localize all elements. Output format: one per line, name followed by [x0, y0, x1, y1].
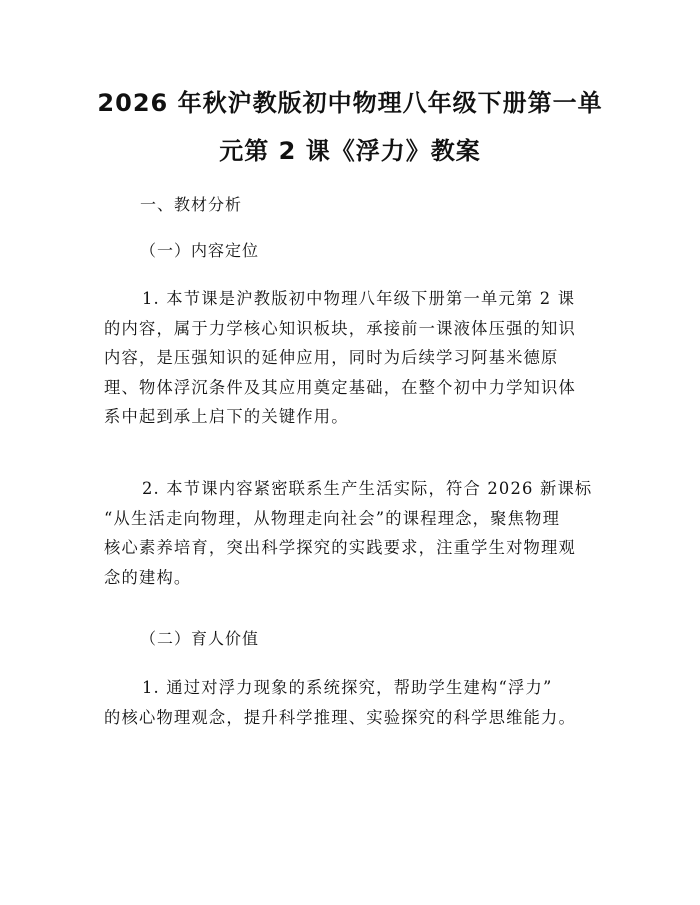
paragraph-3-line: 1. 通过对浮力现象的系统探究，帮助学生建构“浮力”: [142, 678, 553, 697]
paragraph-3-line: 的核心物理观念，提升科学推理、实验探究的科学思维能力。: [104, 707, 576, 727]
subsection-heading-content-positioning: （一）内容定位: [140, 241, 260, 260]
paragraph-2-line: “从生活走向物理，从物理走向社会”的课程理念，聚焦物理: [104, 508, 561, 528]
paragraph-3: [104, 673, 604, 732]
document-title-line-1: 2026 年秋沪教版初中物理八年级下册第一单: [97, 89, 603, 117]
paragraph-1: [104, 284, 604, 432]
paragraph-2: [104, 474, 604, 592]
section-heading-teaching-material-analysis: 一、教材分析: [140, 195, 243, 214]
paragraph-1-line: 1. 本节课是沪教版初中物理八年级下册第一单元第 2 课: [142, 289, 576, 308]
paragraph-2-line: 2. 本节课内容紧密联系生产生活实际，符合 2026 新课标: [142, 479, 593, 498]
paragraph-1-line: 内容，是压强知识的延伸应用，同时为后续学习阿基米德原: [104, 348, 559, 367]
subsection-heading-educational-value: （二）育人价值: [140, 629, 260, 648]
paragraph-2-line: 念的建构。: [104, 567, 192, 587]
paragraph-1-line: 理、物体浮沉条件及其应用奠定基础，在整个初中力学知识体: [104, 377, 576, 397]
paragraph-2-line: 核心素养培育，突出科学探究的实践要求，注重学生对物理观: [104, 538, 576, 557]
paragraph-1-line: 的内容，属于力学核心知识板块，承接前一课液体压强的知识: [104, 318, 576, 338]
paragraph-1-line: 系中起到承上启下的关键作用。: [104, 407, 349, 426]
document-title-line-2: 元第 2 课《浮力》教案: [219, 137, 481, 165]
